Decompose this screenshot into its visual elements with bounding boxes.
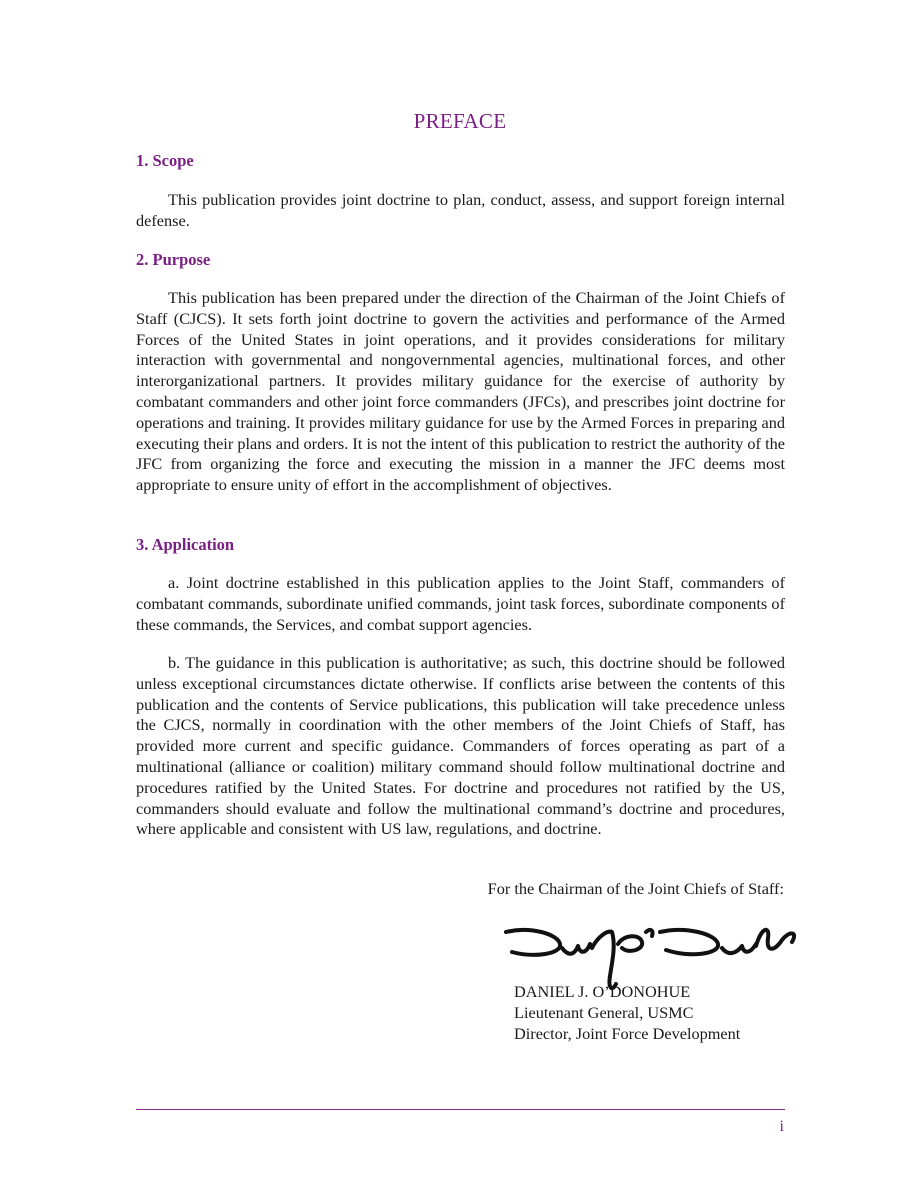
purpose-heading: 2. Purpose xyxy=(136,250,211,269)
page-number: i xyxy=(779,1118,784,1135)
signer-name: DANIEL J. O’DONOHUE xyxy=(514,982,691,1001)
application-paragraph-b: b. The guidance in this publication is authoritative; as such, this doctrine should be followed unless exceptional circumstances dictate otherwise. If conflicts arise between the contents of this publication and the contents of Service publications, this publication will take precedence unless the CJCS, normally in coordination with the other members of the Joint Chiefs of Staff, has provided more current and specific guidance. Commanders of forces operating as part of a multinational (alliance or coalition) military command should follow multinational doctrine and procedures ratified by the United States. For doctrine and procedures not ratified by the US, commanders should evaluate and follow the multinational command’s doctrine and procedures, where applicable and consistent with US law, regulations, and doctrine. xyxy=(136,653,785,839)
signature-block xyxy=(514,981,740,1044)
page-title: PREFACE xyxy=(413,109,507,133)
closing-line: For the Chairman of the Joint Chiefs of Staff: xyxy=(487,879,784,898)
scope-paragraph: This publication provides joint doctrine to plan, conduct, assess, and support foreign internal defense. xyxy=(136,190,785,230)
scope-heading: 1. Scope xyxy=(136,151,194,170)
purpose-paragraph: This publication has been prepared under the direction of the Chairman of the Joint Chiefs of Staff (CJCS). It sets forth joint doctrine to govern the activities and performance of the Armed Forces of the United States in joint operations, and it provides considerations for military interaction with governmental and nongovernmental agencies, multinational forces, and other interorganizational partners. It provides military guidance for the exercise of authority by combatant commanders and other joint force commanders (JFCs), and prescribes joint doctrine for operations and training. It provides military guidance for use by the Armed Forces in preparing and executing their plans and orders. It is not the intent of this publication to restrict the authority of the JFC from organizing the force and executing the mission in a manner the JFC deems most appropriate to ensure unity of effort in the accomplishment of objectives. xyxy=(136,288,785,495)
application-paragraph-a: a. Joint doctrine established in this publication applies to the Joint Staff, commanders of combatant commands, subordinate unified commands, joint task forces, subordinate components of these commands, the Services, and combat support agencies. xyxy=(136,573,785,634)
signer-rank: Lieutenant General, USMC xyxy=(514,1003,694,1022)
application-heading: 3. Application xyxy=(136,535,235,554)
footer-rule xyxy=(136,1109,785,1110)
signer-title: Director, Joint Force Development xyxy=(514,1024,741,1043)
